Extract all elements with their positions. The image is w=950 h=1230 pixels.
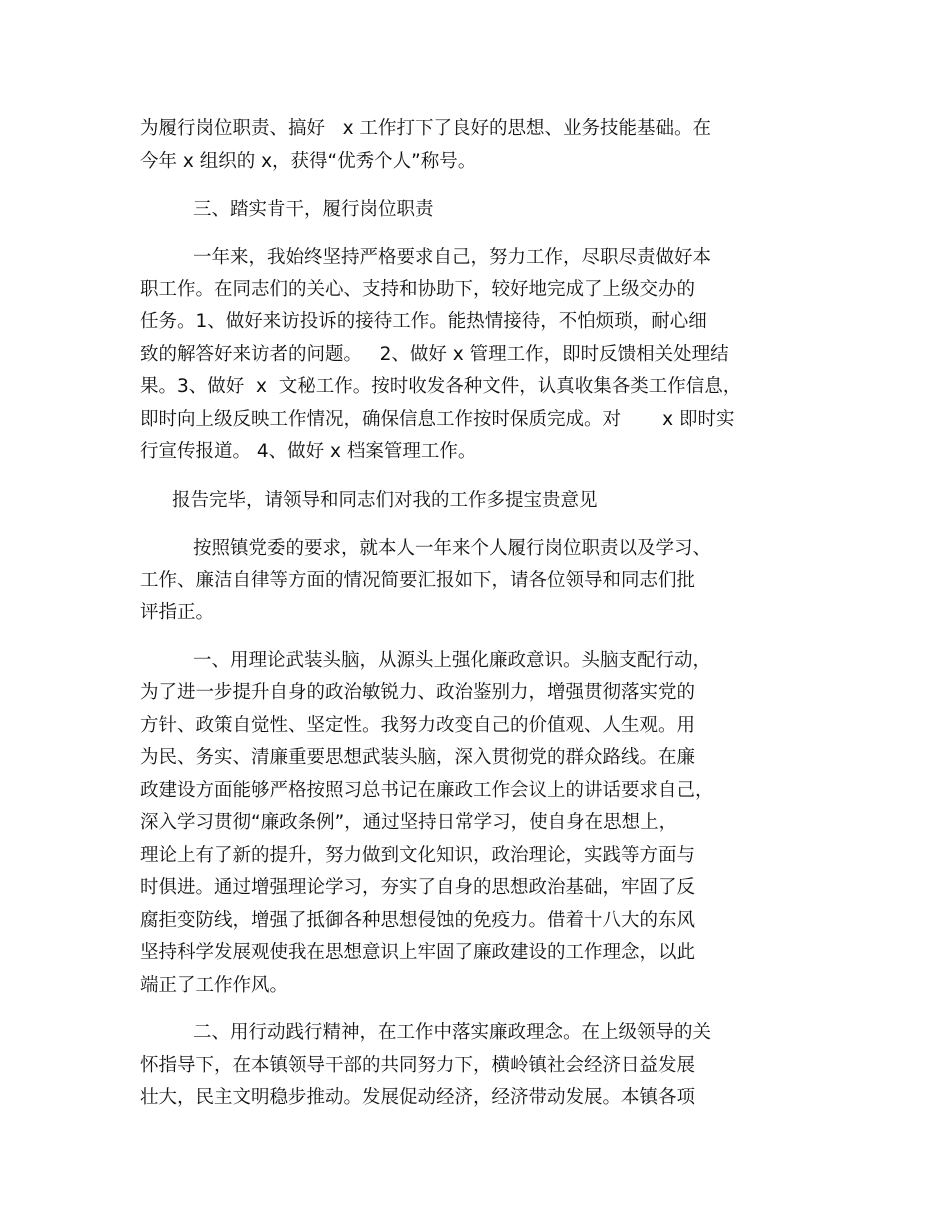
text-line: 今年 x 组织的 x，获得“优秀个人”称号。 xyxy=(140,151,477,172)
text-line: 报告完毕，请领导和同志们对我的工作多提宝贵意见 xyxy=(172,490,598,511)
text-line: 腐拒变防线，增强了抵御各种思想侵蚀的免疫力。借着十八大的东风 xyxy=(140,910,696,931)
text-line: 壮大，民主文明稳步推动。发展促动经济，经济带动发展。本镇各项 xyxy=(140,1087,696,1108)
text-line: 端正了工作作风。 xyxy=(140,975,289,996)
text-line: 二、用行动践行精神，在工作中落实廉政理念。在上级领导的关 xyxy=(193,1022,712,1043)
text-line: 时俱进。通过增强理论学习，夯实了自身的思想政治基础，牢固了反 xyxy=(140,877,696,898)
text-line: 怀指导下，在本镇领导干部的共同努力下，横岭镇社会经济日益发展 xyxy=(140,1055,696,1076)
text-line: 职工作。在同志们的关心、支持和协助下，较好地完成了上级交办的 xyxy=(140,279,696,300)
text-line: 理论上有了新的提升，努力做到文化知识，政治理论，实践等方面与 xyxy=(140,845,696,866)
text-line: 政建设方面能够严格按照习总书记在廉政工作会议上的讲话要求自己， xyxy=(140,780,714,801)
text-line: 深入学习贯彻“廉政条例”，通过坚持日常学习，使自身在思想上， xyxy=(140,812,678,833)
text-line: 工作、廉洁自律等方面的情况简要汇报如下，请各位领导和同志们批 xyxy=(140,570,696,591)
text-line: 为了进一步提升自身的政治敏锐力、政治鉴别力，增强贯彻落实党的 xyxy=(140,682,696,703)
section-heading: 三、踏实肯干，履行岗位职责 xyxy=(193,199,434,220)
text-line: 一、用理论武装头脑，从源头上强化廉政意识。头脑支配行动， xyxy=(193,650,712,671)
text-line: 任务。1、做好来访投诉的接待工作。能热情接待，不怕烦琐，耐心细 xyxy=(140,311,707,332)
text-line: 坚持科学发展观使我在思想意识上牢固了廉政建设的工作理念，以此 xyxy=(140,942,696,963)
text-line: 致的解答好来访者的问题。 2、做好 x 管理工作，即时反馈相关处理结 xyxy=(140,344,729,365)
text-line: 评指正。 xyxy=(140,602,215,623)
text-line: 方针、政策自觉性、坚定性。我努力改变自己的价值观、人生观。用 xyxy=(140,715,696,736)
text-line: 行宣传报道。 4、做好 x 档案管理工作。 xyxy=(140,441,477,462)
text-line: 果。3、做好 x 文秘工作。按时收发各种文件，认真收集各类工作信息， xyxy=(140,376,742,397)
text-line: 即时向上级反映工作情况，确保信息工作按时保质完成。对 x 即时实 xyxy=(140,409,735,430)
text-line: 按照镇党委的要求，就本人一年来个人履行岗位职责以及学习、 xyxy=(193,538,712,559)
text-line: 为履行岗位职责、搞好 x 工作打下了良好的思想、业务技能基础。在 xyxy=(140,118,711,139)
text-line: 为民、务实、清廉重要思想武装头脑，深入贯彻党的群众路线。在廉 xyxy=(140,747,696,768)
text-line: 一年来，我始终坚持严格要求自己，努力工作，尽职尽责做好本 xyxy=(193,247,712,268)
